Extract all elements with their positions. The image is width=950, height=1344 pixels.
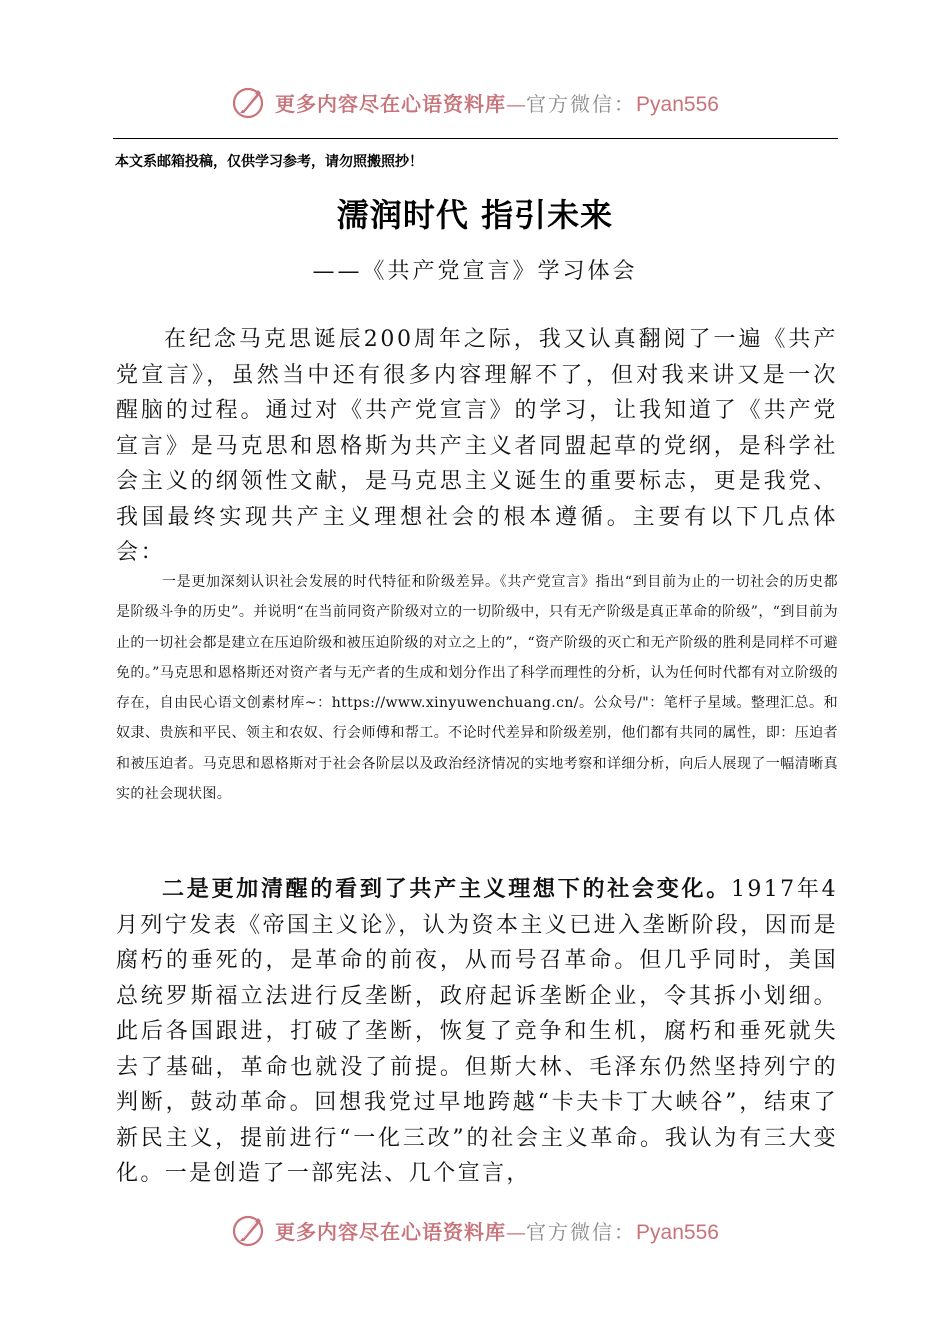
banner-wechat-id: Pyan556 (636, 92, 719, 116)
header-banner (0, 80, 950, 124)
page-title: 濡润时代 指引未来 (336, 196, 614, 234)
banner-wechat-id: Pyan556 (636, 1220, 719, 1244)
banner-wechat-label: 官方微信： (526, 91, 637, 116)
banner-text (275, 88, 719, 117)
banner-dash: — (506, 1219, 527, 1244)
page-subtitle: ——《共产党宣言》学习体会 (312, 259, 638, 284)
paragraph-point-one: 一是更加深刻认识社会发展的时代特征和阶级差异。《共产党宣言》指出“到目前为止的一切社会的历史都是阶级斗争的历史”。并说明“在当前同资产阶级对立的一切阶级中，只有无产阶级是真正革命的阶级”，“到目前为止的一切社会都是建立在压迫阶级和被压迫阶级的对立之上的”，“资产阶级的灭亡和无产阶级的胜利是同样不可避免的。”马克思和恩格斯还对资产者与无产者的生成和划分作出了科学而理性的分析，认为任何时代都有对立阶级的存在，自由民心语文创素材库~：https://www.xinyuwenchuang.cn/。公众号/"：笔杆子星域。整理汇总。和奴隶、贵族和平民、领主和农奴、行会师傅和帮工。不论时代差异和阶级差别，他们都有共同的属性，即：压迫者和被压迫者。马克思和恩格斯对于社会各阶层以及政治经济情况的实地考察和详细分析，向后人展现了一幅清晰真实的社会现状图。 (116, 574, 838, 803)
banner-dash: — (506, 91, 527, 116)
paragraph-intro: 在纪念马克思诞辰200周年之际，我又认真翻阅了一遍《共产党宣言》，虽然当中还有很多内容理解不了，但对我来讲又是一次醒脑的过程。通过对《共产党宣言》的学习，让我知道了《共产党宣言》是马克思和恩格斯为共产主义者同盟起草的党纲，是科学社会主义的纲领性文献，是马克思主义诞生的重要标志，更是我党、我国最终实现共产主义理想社会的根本遵循。主要有以下几点体会： (116, 327, 838, 565)
quill-logo-icon (231, 84, 267, 120)
banner-text (275, 1216, 719, 1245)
paragraph-point-two (116, 872, 838, 1192)
header-divider (113, 138, 838, 139)
point-two-heading: 二是更加清醒的看到了共产主义理想下的社会变化。 (162, 876, 731, 902)
footer-banner (0, 1208, 950, 1252)
banner-brand: 更多内容尽在心语资料库 (275, 1219, 507, 1244)
banner-wechat-label: 官方微信： (526, 1219, 637, 1244)
point-two-text: 1917年4月列宁发表《帝国主义论》，认为资本主义已进入垄断阶段，因而是腐朽的垂死的，是革命的前夜，从而号召革命。但几乎同时，美国总统罗斯福立法进行反垄断，政府起诉垄断企业，令其拆小划细。此后各国跟进，打破了垄断，恢复了竞争和生机，腐朽和垂死就失去了基础，革命也就没了前提。但斯大林、毛泽东仍然坚持列宁的判断，鼓动革命。回想我党过早地跨越“卡夫卡丁大峡谷”，结束了新民主义，提前进行“一化三改”的社会主义革命。我认为有三大变化。一是创造了一部宪法、几个宣言， (116, 877, 838, 1186)
copy-notice: 本文系邮箱投稿，仅供学习参考，请勿照搬照抄！ (115, 154, 423, 170)
banner-brand: 更多内容尽在心语资料库 (275, 91, 507, 116)
quill-logo-icon (231, 1212, 267, 1248)
